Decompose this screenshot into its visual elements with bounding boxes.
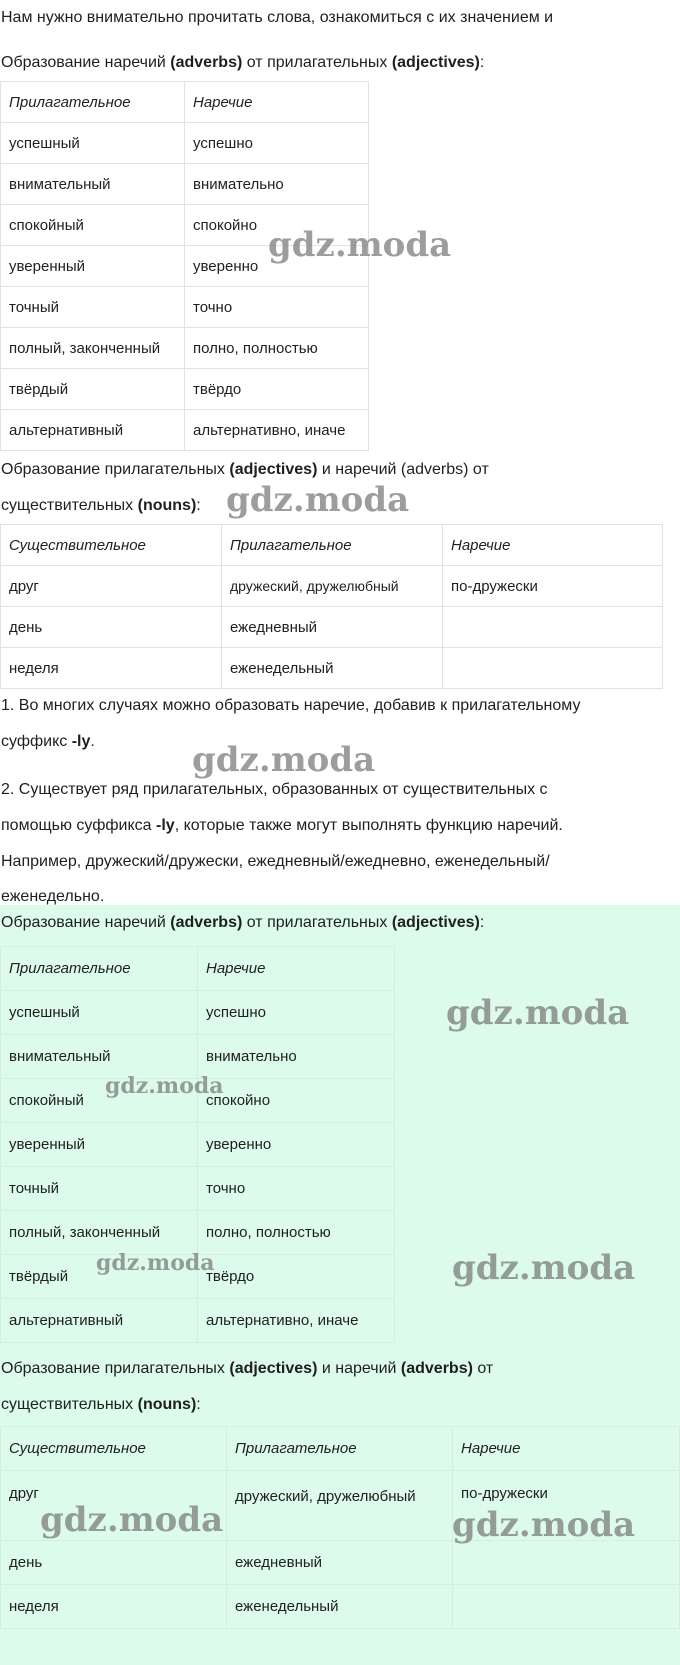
header-adjective: Прилагательное bbox=[222, 525, 443, 566]
cell: друг bbox=[1, 1471, 227, 1541]
note2-line1 bbox=[0, 778, 548, 802]
section4-term-adjectives: (adjectives) bbox=[229, 1360, 318, 1377]
cell: ежедневный bbox=[222, 607, 443, 648]
cell: полно, полностью bbox=[198, 1211, 395, 1255]
note1-suffix: -ly bbox=[71, 733, 91, 750]
section2-text: существительных bbox=[1, 497, 138, 514]
table-row bbox=[1, 164, 369, 205]
note1-text: суффикс bbox=[1, 733, 72, 750]
note2-line2 bbox=[0, 814, 563, 838]
table-row bbox=[1, 1035, 395, 1079]
table-row bbox=[1, 1123, 395, 1167]
table-header-row bbox=[1, 1427, 680, 1471]
header-noun: Существительное bbox=[1, 1427, 227, 1471]
table-row bbox=[1, 1167, 395, 1211]
section4-text: существительных bbox=[1, 1396, 138, 1413]
section1-term-adverbs: (adverbs) bbox=[170, 54, 243, 71]
table-adjective-adverb bbox=[0, 81, 369, 451]
section4-term-adverbs: (adverbs) bbox=[400, 1360, 473, 1377]
section1-term-adjectives: (adjectives) bbox=[391, 54, 480, 71]
cell: альтернативно, иначе bbox=[198, 1299, 395, 1343]
cell: неделя bbox=[1, 1585, 227, 1629]
section4-text: : bbox=[196, 1396, 201, 1413]
header-adjective: Прилагательное bbox=[227, 1427, 453, 1471]
note2-line3 bbox=[0, 850, 550, 874]
header-adverb: Наречие bbox=[443, 525, 663, 566]
table-row bbox=[1, 410, 369, 451]
cell: спокойный bbox=[1, 205, 185, 246]
cell: ежедневный bbox=[227, 1541, 453, 1585]
table-row bbox=[1, 1541, 680, 1585]
table-noun-adjective-adverb bbox=[0, 524, 663, 689]
table-row bbox=[1, 369, 369, 410]
note2-text: 2. Существует ряд прилагательных, образованных от существительных с bbox=[1, 781, 548, 798]
cell: успешный bbox=[1, 991, 198, 1035]
cell: альтернативный bbox=[1, 410, 185, 451]
note2-text: помощью суффикса bbox=[1, 817, 157, 834]
cell bbox=[453, 1585, 680, 1629]
section4-text: Образование прилагательных bbox=[1, 1360, 230, 1377]
watermark: gdz.moda bbox=[446, 993, 630, 1033]
cell: дружеский, дружелюбный bbox=[227, 1471, 453, 1541]
cell: твёрдо bbox=[198, 1255, 395, 1299]
cell: дружеский, дружелюбный bbox=[222, 566, 443, 607]
intro-text-content: Нам нужно внимательно прочитать слова, ознакомиться с их значением и bbox=[1, 9, 554, 26]
section3-text: от прилагательных bbox=[242, 914, 392, 931]
table-row bbox=[1, 123, 369, 164]
section2-term-adjectives: (adjectives) bbox=[229, 461, 318, 478]
watermark: gdz.moda bbox=[268, 225, 452, 265]
section4-text: и наречий bbox=[317, 1360, 401, 1377]
header-adjective: Прилагательное bbox=[1, 82, 185, 123]
cell: точный bbox=[1, 287, 185, 328]
table-adjective-adverb-highlighted bbox=[0, 946, 395, 1343]
note1-text: 1. Во многих случаях можно образовать наречие, добавив к прилагательному bbox=[1, 697, 581, 714]
header-adjective: Прилагательное bbox=[1, 947, 198, 991]
cell: внимательно bbox=[185, 164, 369, 205]
section2-heading-line2 bbox=[0, 494, 201, 518]
cell: друг bbox=[1, 566, 222, 607]
table-header-row bbox=[1, 82, 369, 123]
section4-heading-line2 bbox=[0, 1393, 201, 1417]
watermark: gdz.moda bbox=[192, 740, 376, 780]
cell: уверенный bbox=[1, 1123, 198, 1167]
watermark: gdz.moda bbox=[452, 1248, 636, 1288]
cell: внимательный bbox=[1, 164, 185, 205]
cell: внимательный bbox=[1, 1035, 198, 1079]
intro-text bbox=[0, 6, 553, 30]
table-row bbox=[1, 1585, 680, 1629]
watermark: gdz.moda bbox=[226, 480, 410, 520]
section4-heading bbox=[0, 1357, 493, 1381]
table-row bbox=[1, 991, 395, 1035]
table-header-row bbox=[1, 947, 395, 991]
table-row bbox=[1, 648, 663, 689]
cell: успешный bbox=[1, 123, 185, 164]
table-row bbox=[1, 1299, 395, 1343]
cell: еженедельный bbox=[222, 648, 443, 689]
cell: спокойный bbox=[1, 1079, 198, 1123]
cell: неделя bbox=[1, 648, 222, 689]
table-row bbox=[1, 1211, 395, 1255]
cell: альтернативно, иначе bbox=[185, 410, 369, 451]
note2-text: еженедельно. bbox=[1, 888, 105, 905]
section1-text: : bbox=[479, 54, 485, 71]
section3-term-adjectives: (adjectives) bbox=[391, 914, 480, 931]
cell: твёрдый bbox=[1, 1255, 198, 1299]
cell: день bbox=[1, 1541, 227, 1585]
watermark: gdz.moda bbox=[105, 1073, 224, 1099]
cell: еженедельный bbox=[227, 1585, 453, 1629]
watermark: gdz.moda bbox=[452, 1505, 636, 1545]
table-row bbox=[1, 328, 369, 369]
table-header-row bbox=[1, 525, 663, 566]
cell: по-дружески bbox=[443, 566, 663, 607]
table-row bbox=[1, 287, 369, 328]
section4-text: от bbox=[472, 1360, 494, 1377]
watermark: gdz.moda bbox=[40, 1500, 224, 1540]
section3-heading bbox=[0, 911, 484, 935]
cell: полный, законченный bbox=[1, 1211, 198, 1255]
cell: твёрдо bbox=[185, 369, 369, 410]
section4-term-nouns: (nouns) bbox=[137, 1396, 197, 1413]
header-adverb: Наречие bbox=[198, 947, 395, 991]
section2-text: Образование прилагательных bbox=[1, 461, 230, 478]
cell: полно, полностью bbox=[185, 328, 369, 369]
table-row bbox=[1, 566, 663, 607]
cell: точно bbox=[198, 1167, 395, 1211]
cell bbox=[453, 1541, 680, 1585]
cell: полный, законченный bbox=[1, 328, 185, 369]
watermark: gdz.moda bbox=[96, 1250, 215, 1276]
header-adverb: Наречие bbox=[185, 82, 369, 123]
cell: точный bbox=[1, 1167, 198, 1211]
table-row bbox=[1, 607, 663, 648]
cell: успешно bbox=[185, 123, 369, 164]
note2-text: Например, дружеский/дружески, ежедневный/ежедневно, еженедельный/ bbox=[1, 853, 550, 870]
note2-text: , которые также могут выполнять функцию наречий. bbox=[174, 817, 563, 834]
cell bbox=[443, 648, 663, 689]
note1-line2 bbox=[0, 730, 95, 754]
cell: уверенно bbox=[198, 1123, 395, 1167]
cell: успешно bbox=[198, 991, 395, 1035]
section2-heading bbox=[0, 458, 489, 482]
cell: день bbox=[1, 607, 222, 648]
cell: спокойно bbox=[185, 205, 369, 246]
cell bbox=[443, 607, 663, 648]
header-adverb: Наречие bbox=[453, 1427, 680, 1471]
cell: альтернативный bbox=[1, 1299, 198, 1343]
cell: уверенный bbox=[1, 246, 185, 287]
section1-text: от прилагательных bbox=[242, 54, 392, 71]
header-noun: Существительное bbox=[1, 525, 222, 566]
section2-text: и наречий (adverbs) от bbox=[317, 461, 489, 478]
section3-text: Образование наречий bbox=[1, 914, 171, 931]
section2-term-nouns: (nouns) bbox=[137, 497, 197, 514]
note2-suffix: -ly bbox=[156, 817, 175, 834]
section3-term-adverbs: (adverbs) bbox=[170, 914, 243, 931]
section1-text: Образование наречий bbox=[1, 54, 171, 71]
cell: внимательно bbox=[198, 1035, 395, 1079]
cell: уверенно bbox=[185, 246, 369, 287]
note1 bbox=[0, 694, 580, 718]
note1-text: . bbox=[90, 733, 95, 750]
section3-text: : bbox=[479, 914, 485, 931]
section2-text: : bbox=[196, 497, 201, 514]
cell: по-дружески bbox=[453, 1471, 680, 1541]
cell: твёрдый bbox=[1, 369, 185, 410]
cell: точно bbox=[185, 287, 369, 328]
section1-heading bbox=[0, 51, 484, 75]
cell: спокойно bbox=[198, 1079, 395, 1123]
